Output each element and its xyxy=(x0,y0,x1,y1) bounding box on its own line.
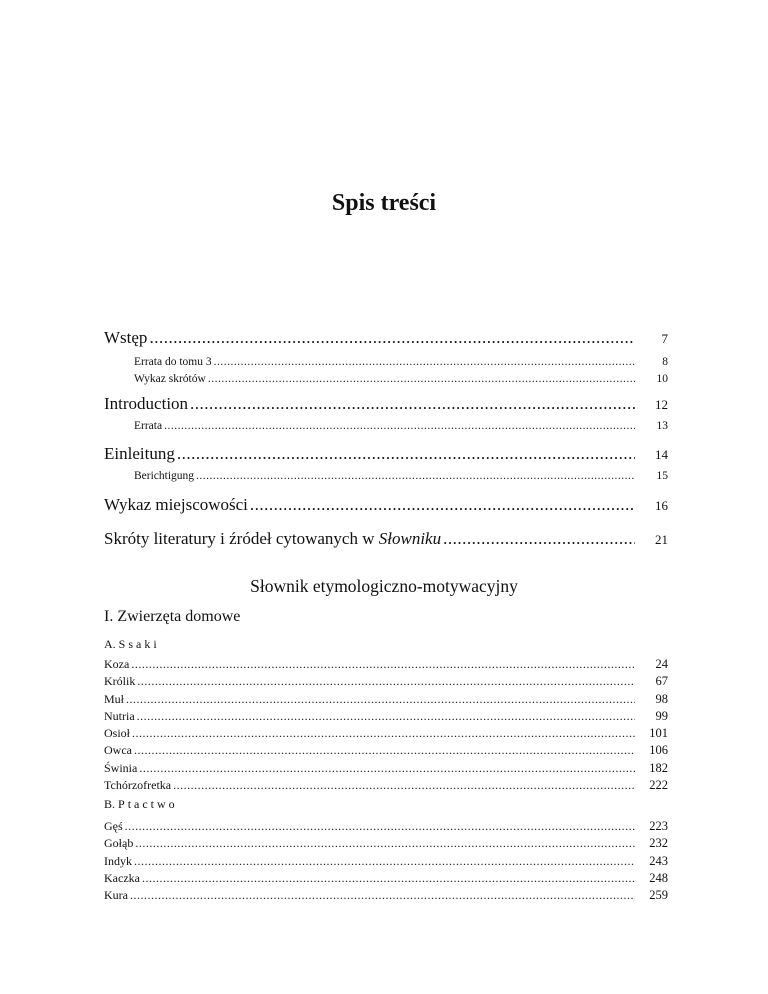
dot-leader xyxy=(149,326,635,350)
toc-entry[interactable] xyxy=(104,835,668,852)
dot-leader xyxy=(130,887,635,904)
toc-subentry[interactable] xyxy=(104,418,668,435)
toc-entry[interactable] xyxy=(104,708,668,725)
toc-entry-page: 10 xyxy=(656,373,668,385)
toc-entry-page: 7 xyxy=(661,331,668,346)
toc-entry[interactable] xyxy=(104,870,668,887)
dot-leader xyxy=(177,442,635,466)
toc-subentry[interactable] xyxy=(104,354,668,371)
dot-leader xyxy=(190,392,635,416)
toc-entry-label: Introduction xyxy=(104,394,189,413)
toc-entry[interactable] xyxy=(104,853,668,870)
dot-leader xyxy=(135,835,635,852)
dot-leader xyxy=(132,725,635,742)
toc-entry-label: Gołąb xyxy=(104,836,134,851)
toc-entry[interactable] xyxy=(104,742,668,759)
toc-entry[interactable] xyxy=(104,725,668,742)
dot-leader xyxy=(126,691,635,708)
toc-entry-label-italic: Słowniku xyxy=(378,529,442,548)
toc-entry-label: Wstęp xyxy=(104,328,148,347)
toc-entry-page: 16 xyxy=(655,498,668,513)
toc-entry[interactable] xyxy=(104,691,668,708)
toc-entry-label: Kaczka xyxy=(104,870,140,885)
toc-entry-label: Gęś xyxy=(104,819,123,833)
toc-entry-page: 98 xyxy=(655,691,668,706)
toc-entry-label: Berichtigung xyxy=(134,470,195,482)
toc-entry-label: Einleitung xyxy=(104,444,175,463)
toc-subentry[interactable] xyxy=(104,371,668,388)
toc-entry-page: 8 xyxy=(662,356,668,368)
toc-entry-page: 243 xyxy=(649,853,668,868)
toc-entry-label: Świnia xyxy=(104,760,138,775)
toc-entry-label: Królik xyxy=(104,674,136,689)
group-title: B. Ptactwo xyxy=(104,797,178,811)
group-title: A. Ssaki xyxy=(104,637,160,651)
dot-leader xyxy=(139,760,635,777)
section-title: Słownik etymologiczno-motywacyjny xyxy=(250,576,518,596)
toc-entry[interactable] xyxy=(104,656,668,673)
dot-leader xyxy=(250,493,635,517)
dot-leader xyxy=(164,418,635,435)
toc-entry[interactable] xyxy=(104,887,668,904)
toc-entry-label: Nutria xyxy=(104,708,135,723)
toc-entry-label: Wykaz skrótów xyxy=(134,373,206,385)
dot-leader xyxy=(125,818,635,835)
toc-entry[interactable] xyxy=(104,673,668,690)
toc-entry-label: Osioł xyxy=(104,726,131,741)
toc-entry[interactable] xyxy=(104,760,668,777)
toc-entry[interactable] xyxy=(104,392,668,416)
dot-leader xyxy=(214,354,635,371)
toc-entry-page: 67 xyxy=(655,674,668,689)
toc-subentry[interactable] xyxy=(104,468,668,485)
toc-entry-label: Koza xyxy=(104,657,130,671)
dot-leader xyxy=(137,708,635,725)
toc-entry-page: 24 xyxy=(655,657,668,671)
toc-entry[interactable] xyxy=(104,442,668,466)
toc-entry-label: Kura xyxy=(104,888,128,903)
toc-entry-page: 21 xyxy=(655,532,668,547)
toc-group-ssaki xyxy=(104,656,668,794)
toc-entry-label: Errata do tomu 3 xyxy=(134,356,212,368)
toc-entry-page: 12 xyxy=(655,397,668,412)
toc-entry-label: Skróty literatury i źródeł cytowanych w Słowniku xyxy=(104,529,442,548)
toc-entry-page: 182 xyxy=(649,760,668,775)
toc-entry-label: Indyk xyxy=(104,853,132,868)
dot-leader xyxy=(196,468,635,485)
toc-entry-label: Tchórzofretka xyxy=(104,778,172,793)
toc-entry-page: 232 xyxy=(649,836,668,851)
toc-entry-page: 106 xyxy=(649,743,668,758)
dot-leader xyxy=(134,742,635,759)
toc-entry-label: Muł xyxy=(104,691,125,706)
dot-leader xyxy=(173,777,635,794)
toc-entry-page: 222 xyxy=(649,778,668,793)
dot-leader xyxy=(208,371,635,388)
toc-entry-page: 13 xyxy=(656,420,668,432)
toc-entry[interactable] xyxy=(104,527,668,551)
toc-entry-page: 223 xyxy=(649,819,668,833)
toc-entry-label: Owca xyxy=(104,743,132,758)
toc-group-ptactwo xyxy=(104,818,668,904)
toc-entry[interactable] xyxy=(104,493,668,517)
toc-entry-page: 259 xyxy=(649,888,668,903)
toc-front-matter xyxy=(104,326,668,551)
dot-leader xyxy=(142,870,635,887)
toc-entry-label: Wykaz miejscowości xyxy=(104,495,248,514)
toc-entry[interactable] xyxy=(104,326,668,350)
dot-leader xyxy=(134,853,635,870)
page-title: Spis treści xyxy=(331,190,437,216)
toc-entry-page: 14 xyxy=(655,447,668,462)
dot-leader xyxy=(131,656,635,673)
part-title: I. Zwierzęta domowe xyxy=(104,608,241,625)
toc-entry[interactable] xyxy=(104,777,668,794)
toc-entry-label: Errata xyxy=(134,420,163,432)
toc-entry-page: 101 xyxy=(649,726,668,741)
dot-leader xyxy=(443,527,635,551)
toc-entry[interactable] xyxy=(104,818,668,835)
dot-leader xyxy=(137,673,635,690)
toc-entry-page: 99 xyxy=(655,708,668,723)
toc-entry-page: 248 xyxy=(649,870,668,885)
toc-entry-page: 15 xyxy=(656,470,668,482)
